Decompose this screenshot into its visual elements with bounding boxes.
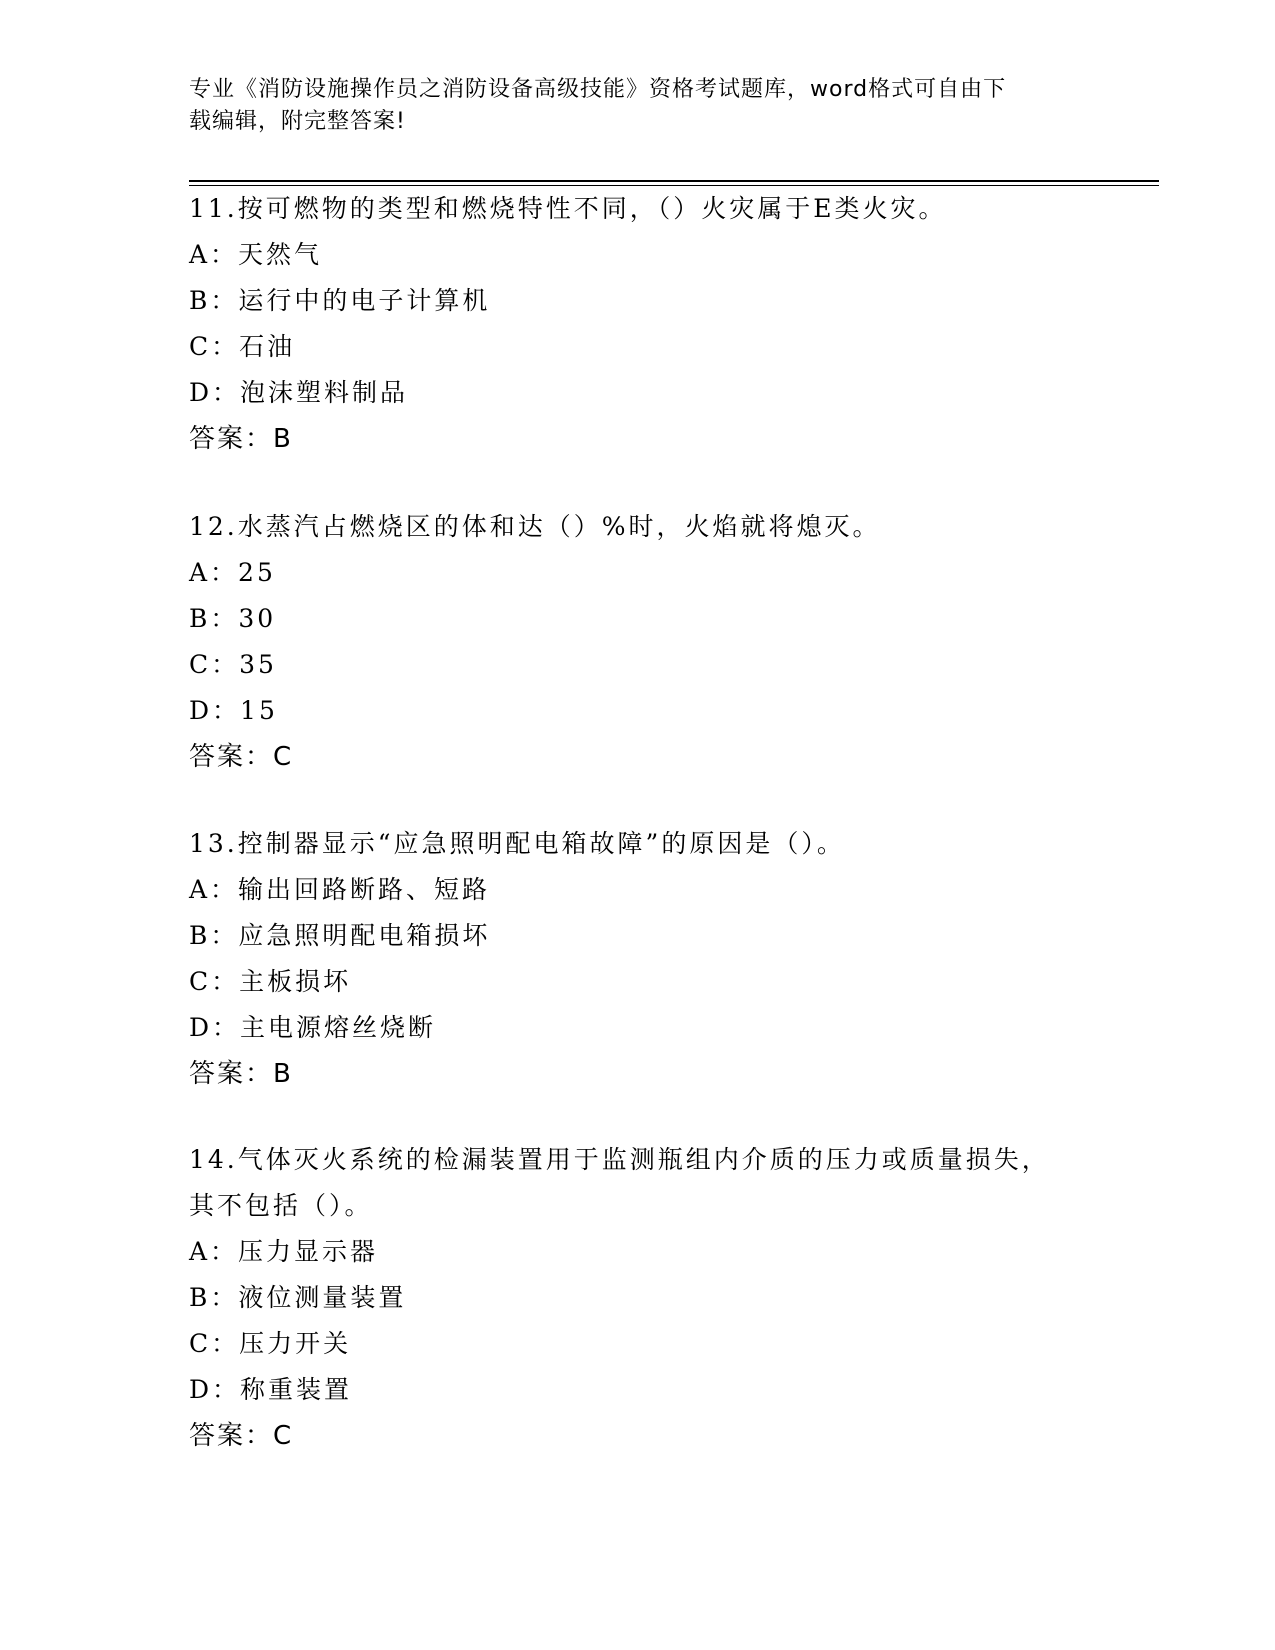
option-b: B：应急照明配电箱损坏 [189, 921, 491, 950]
question-13 [189, 821, 1089, 1097]
option-c: C：压力开关 [189, 1329, 352, 1358]
answer-line: 答案：C [189, 742, 294, 772]
header-line-2: 载编辑，附完整答案! [189, 109, 406, 134]
option-c: C：主板损坏 [189, 967, 352, 996]
question-11 [189, 186, 1089, 462]
answer-line: 答案：B [189, 1059, 293, 1089]
header-line-1: 专业《消防设施操作员之消防设备高级技能》资格考试题库，word格式可自由下 [189, 77, 1007, 102]
question-12 [189, 504, 1089, 780]
question-stem-line-1: 14.气体灭火系统的检漏装置用于监测瓶组内介质的压力或质量损失， [189, 1145, 1050, 1174]
option-c: C：石油 [189, 332, 296, 361]
option-b: B：30 [189, 604, 277, 633]
option-b: B：液位测量装置 [189, 1283, 407, 1312]
option-a: A：天然气 [189, 240, 323, 269]
question-stem: 12.水蒸汽占燃烧区的体和达（）%时，火焰就将熄灭。 [189, 512, 881, 541]
option-d: D：15 [189, 696, 278, 725]
option-a: A：输出回路断路、短路 [189, 875, 491, 904]
option-a: A：25 [189, 558, 276, 587]
question-stem: 11.按可燃物的类型和燃烧特性不同，（）火灾属于E类火灾。 [189, 194, 947, 223]
document-header [189, 74, 1089, 138]
question-stem: 13.控制器显示“应急照明配电箱故障”的原因是（）。 [189, 829, 845, 858]
answer-line: 答案：B [189, 424, 293, 454]
option-d: D：称重装置 [189, 1375, 353, 1404]
option-b: B：运行中的电子计算机 [189, 286, 491, 315]
option-d: D：泡沫塑料制品 [189, 378, 409, 407]
question-14 [189, 1137, 1089, 1459]
option-d: D：主电源熔丝烧断 [189, 1013, 437, 1042]
option-c: C：35 [189, 650, 277, 679]
option-a: A：压力显示器 [189, 1237, 379, 1266]
header-rule-thick [189, 180, 1159, 182]
answer-line: 答案：C [189, 1421, 294, 1451]
question-stem-line-2: 其不包括（）。 [189, 1191, 373, 1220]
